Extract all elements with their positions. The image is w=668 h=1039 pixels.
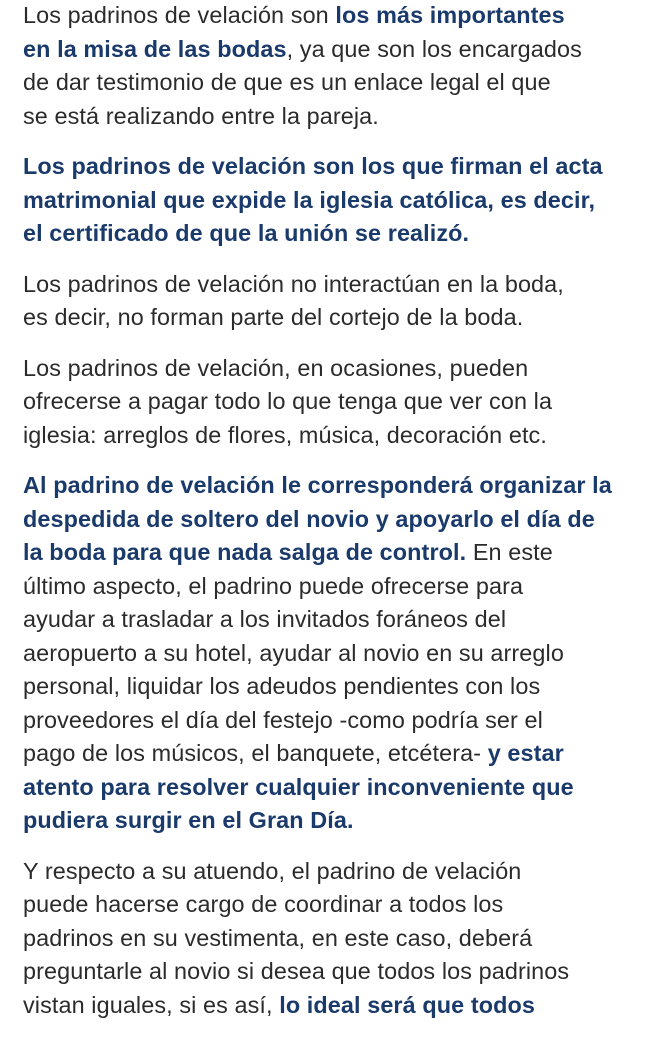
body-text: , ya que son los encargados <box>286 35 582 62</box>
highlighted-text: atento para resolver cualquier inconveniente que <box>23 773 574 800</box>
highlighted-text: pudiera surgir en el Gran Día. <box>23 807 354 833</box>
highlighted-text: la boda para que nada salga de control. <box>23 539 467 565</box>
text-line <box>23 570 663 604</box>
text-line <box>23 670 663 704</box>
text-line <box>23 637 663 671</box>
body-text: ayudar a trasladar a los invitados foráneos del <box>23 606 507 632</box>
body-text: Los padrinos de velación, en ocasiones, pueden <box>23 354 529 381</box>
body-text: se está realizando entre la pareja. <box>23 102 379 129</box>
text-line <box>23 469 663 503</box>
highlighted-text: y estar <box>487 740 564 766</box>
body-text: de dar testimonio de que es un enlace legal el que <box>23 69 551 95</box>
text-line <box>23 33 663 67</box>
article-paragraph <box>23 469 663 838</box>
highlighted-text: matrimonial que expide la iglesia católica, es decir, <box>23 186 596 213</box>
body-text: último aspecto, el padrino puede ofrecerse para <box>23 572 524 599</box>
highlighted-text: los más importantes <box>335 2 565 28</box>
article-paragraph <box>23 0 663 133</box>
text-line <box>23 184 663 218</box>
text-line <box>23 855 663 889</box>
body-text: pago de los músicos, el banquete, etcétera- <box>23 740 488 766</box>
text-line <box>23 955 663 989</box>
highlighted-text: Al padrino de velación le corresponderá organizar la <box>23 472 612 498</box>
article-paragraph <box>23 855 663 1023</box>
highlighted-text: en la misa de las bodas <box>23 35 287 62</box>
text-line <box>23 66 663 100</box>
body-text: padrinos en su vestimenta, en este caso, deberá <box>23 924 533 951</box>
text-line <box>23 217 663 251</box>
body-text: es decir, no forman parte del cortejo de la boda. <box>23 304 524 330</box>
text-line <box>23 0 663 33</box>
text-line <box>23 385 663 419</box>
text-line <box>23 100 663 134</box>
body-text: preguntarle al novio si desea que todos los padrinos <box>23 958 570 984</box>
body-text: proveedores el día del festejo -como podría ser el <box>23 706 543 733</box>
text-line <box>23 268 663 302</box>
text-line <box>23 922 663 956</box>
text-line <box>23 603 663 637</box>
text-line <box>23 536 663 570</box>
highlighted-text: lo ideal será que todos <box>279 991 535 1018</box>
text-line <box>23 503 663 537</box>
article-paragraph <box>23 352 663 453</box>
body-text: vistan iguales, si es así, <box>23 991 280 1018</box>
body-text: ofrecerse a pagar todo lo que tenga que ver con la <box>23 388 553 414</box>
article-paragraph <box>23 268 663 335</box>
text-line <box>23 888 663 922</box>
body-text: Y respecto a su atuendo, el padrino de velación <box>23 857 522 884</box>
article-body <box>23 0 663 1039</box>
body-text: En este <box>466 539 553 565</box>
body-text: Los padrinos de velación son <box>23 2 336 28</box>
text-line <box>23 150 663 184</box>
highlighted-text: Los padrinos de velación son los que firman el acta <box>23 153 603 179</box>
body-text: Los padrinos de velación no interactúan en la boda, <box>23 270 564 297</box>
text-line <box>23 352 663 386</box>
text-line <box>23 419 663 453</box>
text-line <box>23 989 663 1023</box>
body-text: puede hacerse cargo de coordinar a todos los <box>23 891 504 917</box>
text-line <box>23 737 663 771</box>
body-text: personal, liquidar los adeudos pendientes con los <box>23 673 541 699</box>
highlighted-text: despedida de soltero del novio y apoyarlo el día de <box>23 505 595 532</box>
text-line <box>23 301 663 335</box>
body-text: aeropuerto a su hotel, ayudar al novio en su arreglo <box>23 639 564 666</box>
text-line <box>23 804 663 838</box>
text-line <box>23 704 663 738</box>
text-line <box>23 771 663 805</box>
highlighted-text: el certificado de que la unión se realizó. <box>23 220 470 246</box>
body-text: iglesia: arreglos de flores, música, decoración etc. <box>23 421 547 448</box>
article-paragraph <box>23 150 663 251</box>
